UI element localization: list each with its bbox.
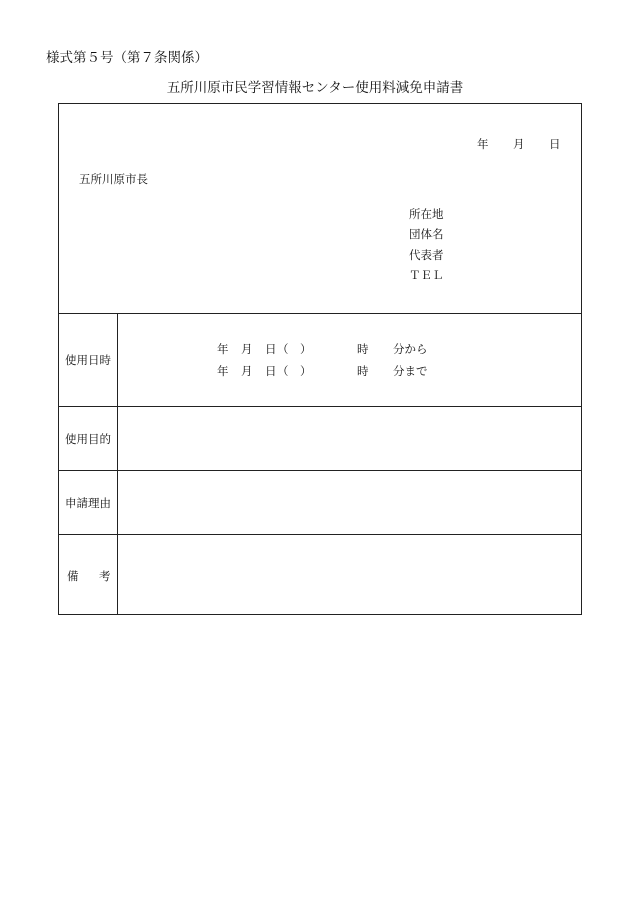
field-organization-label: 団体名 [409, 227, 444, 241]
purpose-label: 使用目的 [65, 432, 111, 446]
reason-label: 申請理由 [65, 496, 111, 510]
usage-to-weekday: （ ） [277, 364, 312, 378]
divider-reason [59, 534, 581, 535]
form-title: 五所川原市民学習情報センター使用料減免申請書 [166, 80, 464, 96]
remarks-label-left: 備 [67, 569, 79, 583]
usage-from-hour: 時 [357, 342, 369, 356]
divider-purpose [59, 470, 581, 471]
remarks-label-right: 考 [99, 569, 111, 583]
divider-usage-datetime [59, 406, 581, 407]
field-representative-label: 代表者 [409, 248, 444, 262]
application-form-table [58, 103, 582, 615]
usage-to-minute: 分まで [393, 364, 428, 378]
usage-from-weekday: （ ） [277, 342, 312, 356]
usage-to-day: 日 [265, 364, 277, 378]
date-year-label: 年 [477, 137, 489, 151]
divider-applicant [59, 313, 581, 314]
usage-from-year: 年 [217, 342, 229, 356]
field-tel-label: ＴＥＬ [409, 268, 444, 282]
addressee: 五所川原市長 [79, 172, 148, 186]
usage-from-month: 月 [241, 342, 253, 356]
usage-to-hour: 時 [357, 364, 369, 378]
usage-to-year: 年 [217, 364, 229, 378]
label-column-divider [117, 313, 118, 615]
usage-datetime-label: 使用日時 [65, 353, 111, 367]
usage-from-minute: 分から [393, 342, 428, 356]
field-address-label: 所在地 [409, 207, 444, 221]
usage-to-month: 月 [241, 364, 253, 378]
date-day-label: 日 [549, 137, 561, 151]
usage-from-day: 日 [265, 342, 277, 356]
date-month-label: 月 [513, 137, 525, 151]
form-number: 様式第５号（第７条関係） [46, 50, 208, 66]
